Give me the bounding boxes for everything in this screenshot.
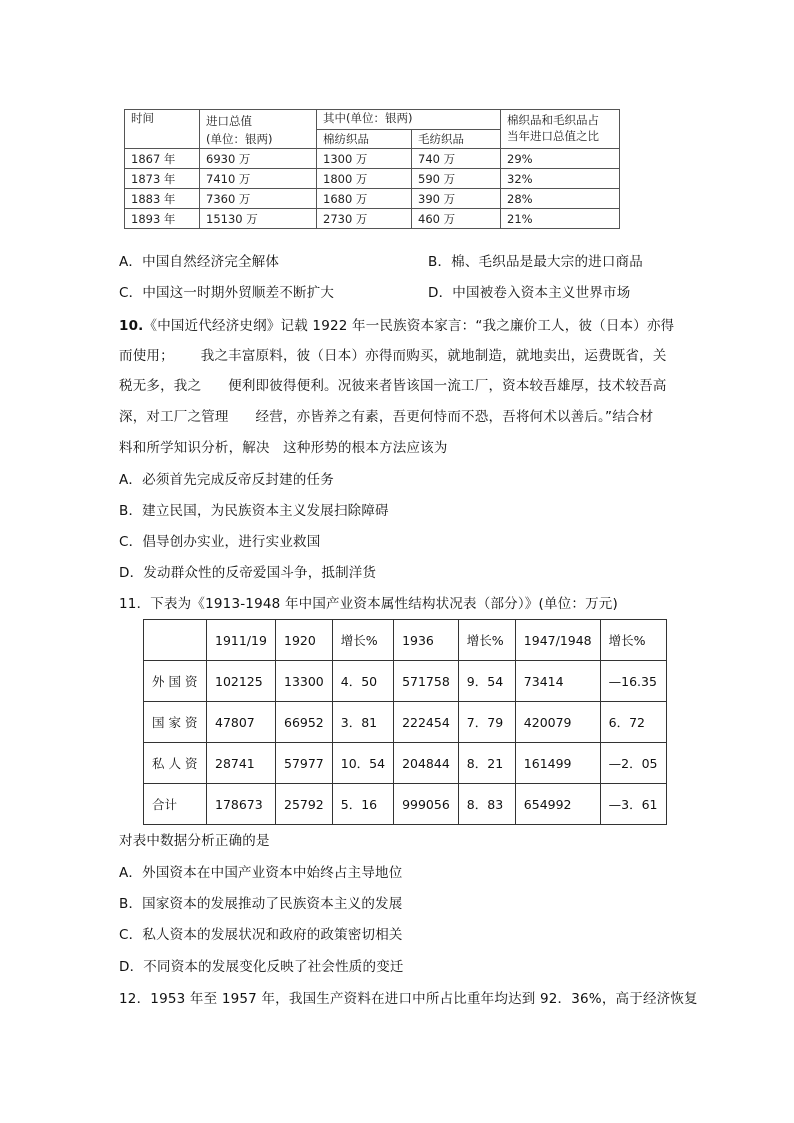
table-row [144, 661, 667, 702]
q10-text1: 《中国近代经济史纲》记载 1922 年一民族资本家言：“我之廉价工人，彼（日本）亦得 [143, 318, 675, 334]
table-cell: 161499 [515, 743, 600, 784]
header-time: 时间 [125, 110, 200, 149]
q10-option-c: C．倡导创办实业，进行实业救国 [119, 534, 321, 550]
table-cell: 2730 万 [317, 209, 412, 229]
table-cell: 13300 [276, 661, 333, 702]
table-cell: 222454 [394, 702, 459, 743]
table-cell: 4．50 [332, 661, 393, 702]
table-cell: 7410 万 [200, 169, 317, 189]
table-cell: 57977 [276, 743, 333, 784]
q11-intro: 11．下表为《1913-1948 年中国产业资本属性结构状况表（部分）》(单位：万元) [119, 596, 618, 612]
header-wool: 毛纺织品 [412, 129, 501, 149]
table-cell: 178673 [207, 784, 276, 825]
table-header: 1936 [394, 620, 459, 661]
table-header [144, 620, 207, 661]
table-cell: 1873 年 [125, 169, 200, 189]
table-row [125, 169, 620, 189]
header-ratio-line1: 棉织品和毛织品占 [507, 113, 599, 127]
table-cell: —16.35 [600, 661, 666, 702]
header-total-line1: 进口总值 [206, 114, 252, 128]
header-total-line2: (单位：银两) [206, 132, 273, 146]
table-row [144, 784, 667, 825]
table-cell: 32% [501, 169, 620, 189]
table-cell: 28741 [207, 743, 276, 784]
table-header: 1920 [276, 620, 333, 661]
table-cell: 999056 [394, 784, 459, 825]
table-cell: 590 万 [412, 169, 501, 189]
q11-option-d: D．不同资本的发展变化反映了社会性质的变迁 [119, 959, 404, 975]
header-ratio [501, 110, 620, 149]
table-cell: 1893 年 [125, 209, 200, 229]
table-header: 增长% [332, 620, 393, 661]
table-cell: 3．81 [332, 702, 393, 743]
table-cell: 204844 [394, 743, 459, 784]
table-cell: 9．54 [458, 661, 515, 702]
q10-number: 10. [119, 318, 144, 334]
table-row [144, 743, 667, 784]
table-cell: 25792 [276, 784, 333, 825]
header-cotton: 棉纺织品 [317, 129, 412, 149]
table-header: 增长% [600, 620, 666, 661]
table-cell: 私 人 资 [144, 743, 207, 784]
table-cell: 8．83 [458, 784, 515, 825]
table-cell: 460 万 [412, 209, 501, 229]
import-value-table [124, 109, 620, 229]
table-cell: 8．21 [458, 743, 515, 784]
table-cell: 国 家 资 [144, 702, 207, 743]
table-cell: —2．05 [600, 743, 666, 784]
q11-option-b: B．国家资本的发展推动了民族资本主义的发展 [119, 896, 403, 912]
q10-option-b: B．建立民国，为民族资本主义发展扫除障碍 [119, 503, 389, 519]
table-cell: 1300 万 [317, 149, 412, 169]
table-cell: 1800 万 [317, 169, 412, 189]
q10-option-d: D．发动群众性的反帝爱国斗争，抵制洋货 [119, 565, 377, 581]
table-header: 1947/1948 [515, 620, 600, 661]
table-cell: 15130 万 [200, 209, 317, 229]
q11-option-a: A．外国资本在中国产业资本中始终占主导地位 [119, 865, 403, 881]
q9-option-c: C．中国这一时期外贸顺差不断扩大 [119, 285, 335, 301]
q10-line1 [119, 314, 674, 334]
table-cell: 10．54 [332, 743, 393, 784]
table-header: 增长% [458, 620, 515, 661]
table-cell: 5．16 [332, 784, 393, 825]
table-cell: 29% [501, 149, 620, 169]
table-cell: 外 国 资 [144, 661, 207, 702]
q10-line5: 料和所学知识分析，解决 这种形势的根本方法应该为 [119, 440, 448, 456]
table-cell: 740 万 [412, 149, 501, 169]
table-cell: 390 万 [412, 189, 501, 209]
q10-line2: 而使用； 我之丰富原料，彼（日本）亦得而购买，就地制造，就地卖出，运费既省，关 [119, 348, 667, 364]
table-header-row [144, 620, 667, 661]
q10-line4: 深，对工厂之管理 经营，亦皆养之有素，吾更何恃而不恐，吾将何术以善后。”结合材 [119, 409, 654, 425]
table-row [144, 702, 667, 743]
q9-option-b: B．棉、毛织品是最大宗的进口商品 [428, 254, 643, 270]
table-cell: 1867 年 [125, 149, 200, 169]
table-cell: 21% [501, 209, 620, 229]
table-header: 1911/19 [207, 620, 276, 661]
header-among: 其中(单位：银两) [317, 110, 501, 130]
table-cell: 73414 [515, 661, 600, 702]
q10-option-a: A．必须首先完成反帝反封建的任务 [119, 472, 334, 488]
table-cell: 6．72 [600, 702, 666, 743]
table-cell: 1883 年 [125, 189, 200, 209]
capital-structure-table [143, 619, 667, 825]
q10-line3: 税无多，我之 便利即彼得便利。况彼来者皆该国一流工厂，资本较吾雄厚，技术较吾高 [119, 378, 667, 394]
q9-option-d: D．中国被卷入资本主义世界市场 [428, 285, 631, 301]
table-cell: 571758 [394, 661, 459, 702]
table-cell: —3．61 [600, 784, 666, 825]
header-total [200, 110, 317, 149]
table-cell: 654992 [515, 784, 600, 825]
q9-option-a: A．中国自然经济完全解体 [119, 254, 280, 270]
table-cell: 7．79 [458, 702, 515, 743]
table-cell: 66952 [276, 702, 333, 743]
table-row [125, 209, 620, 229]
table-cell: 1680 万 [317, 189, 412, 209]
table-cell: 合计 [144, 784, 207, 825]
q12-line1: 12．1953 年至 1957 年，我国生产资料在进口中所占比重年均达到 92．36%，高于经济恢复 [119, 991, 698, 1007]
q11-option-c: C．私人资本的发展状况和政府的政策密切相关 [119, 927, 403, 943]
table-cell: 420079 [515, 702, 600, 743]
table-cell: 6930 万 [200, 149, 317, 169]
table-row [125, 149, 620, 169]
table-row [125, 189, 620, 209]
table-cell: 7360 万 [200, 189, 317, 209]
q11-prompt: 对表中数据分析正确的是 [119, 833, 270, 849]
table-cell: 102125 [207, 661, 276, 702]
table-cell: 47807 [207, 702, 276, 743]
table-cell: 28% [501, 189, 620, 209]
header-ratio-line2: 当年进口总值之比 [507, 129, 599, 143]
